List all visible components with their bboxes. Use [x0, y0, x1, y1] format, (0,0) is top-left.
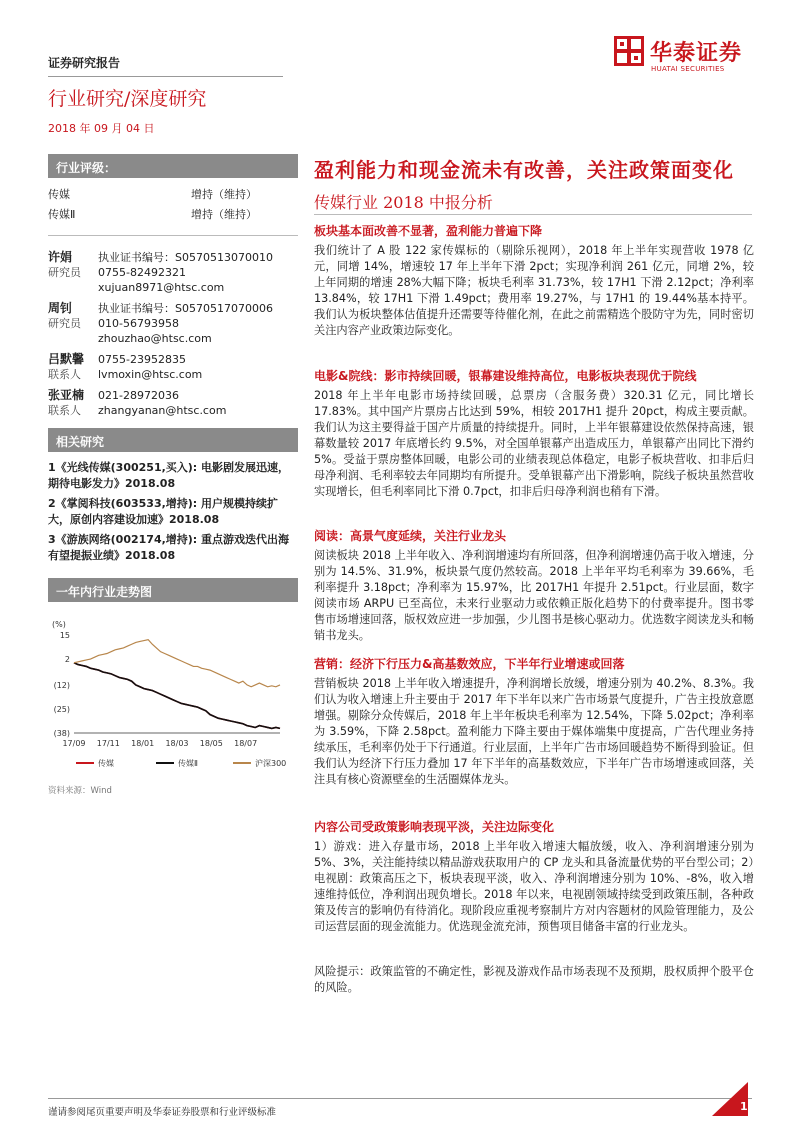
y-tick-label: 15	[59, 631, 70, 640]
rating-value: 增持（维持）	[191, 188, 257, 201]
huatai-logo	[614, 36, 754, 84]
logo-text-cn: 华泰证券	[650, 41, 743, 66]
analyst-role: 联系人	[48, 404, 81, 417]
rating-value: 增持（维持）	[191, 208, 257, 221]
section-heading: 阅读：高景气度延续，关注行业龙头	[314, 529, 507, 543]
report-type: 证券研究报告	[48, 56, 121, 70]
logo-mark-icon	[614, 36, 644, 66]
analyst-role: 研究员	[48, 266, 81, 279]
section-heading: 营销：经济下行压力&高基数效应，下半年行业增速或回落	[314, 657, 625, 671]
analyst-name: 吕默馨	[48, 352, 85, 366]
rating-name: 传媒Ⅱ	[48, 208, 76, 221]
analyst-line: 执业证书编号：S0570517070006	[98, 302, 273, 315]
x-tick-label: 17/11	[96, 739, 120, 748]
chart-source: 资料来源：Wind	[48, 786, 112, 796]
analyst-line: 021-28972036	[98, 389, 179, 402]
analyst-card	[48, 250, 298, 295]
page-number: 1	[740, 1100, 748, 1113]
section-marketing	[314, 655, 754, 788]
rating-row	[48, 205, 298, 225]
section-body: 1）游戏：进入存量市场，2018 上半年收入增速大幅放缓，收入、净利润增速分别为 5%、3%，关注能持续以精品游戏获取用户的 CP 龙头和具备流量优势的平台型公司；2）电视剧：政策高压之下，板块表现平淡，收入、净利润增速分别为 10%、-8%，收入增速维持低位，净利润出现负增长。2018 年以来，电视剧领域持续受到政策压制，各种政策及传言的影响仍有待消化。现阶段应重视考察制片方对内容题材的风险管理能力，及公司运营层面的现金流能力。优选现金流充沛，预售项目储备丰富的行业龙头。	[314, 840, 754, 933]
header-divider	[48, 76, 283, 77]
section-heading: 内容公司受政策影响表现平淡，关注边际变化	[314, 820, 555, 834]
analyst-line: 0755-82492321	[98, 266, 186, 279]
x-tick-label: 18/03	[165, 739, 189, 748]
section-heading: 电影&院线：影市持续回暖，银幕建设维持高位，电影板块表现优于院线	[314, 369, 697, 383]
series-line-2	[74, 640, 280, 687]
section-heading: 板块基本面改善不显著，盈利能力普遍下降	[314, 224, 543, 238]
rating-header: 行业评级：	[48, 154, 298, 178]
logo-text-en: HUATAI SECURITIES	[651, 65, 725, 73]
y-tick-label: (12)	[53, 680, 70, 690]
analyst-role: 联系人	[48, 368, 81, 381]
y-tick-label: (38)	[53, 729, 70, 738]
trend-block	[48, 578, 298, 602]
legend-label: 传媒Ⅱ	[178, 759, 198, 768]
risk-text: 风险提示：政策监管的不确定性，影视及游戏作品市场表现不及预期，股权质押个股平仓的风险。	[314, 965, 754, 994]
section-film	[314, 367, 754, 500]
rating-row	[48, 185, 298, 205]
section-industry	[314, 222, 754, 339]
analyst-email[interactable]: zhouzhao@htsc.com	[98, 332, 212, 345]
footer-disclaimer[interactable]: 谨请参阅尾页重要声明及华泰证券股票和行业评级标准	[48, 1107, 277, 1118]
trend-chart	[48, 605, 298, 784]
report-section: 行业研究/深度研究	[48, 88, 207, 110]
report-date: 2018 年 09 月 04 日	[48, 122, 155, 135]
analyst-line: 执业证书编号：S0570513070010	[98, 251, 273, 264]
analyst-name: 张亚楠	[48, 388, 85, 402]
section-body: 2018 年上半年电影市场持续回暖，总票房（含服务费）320.31 亿元，同比增长 17.83%。其中国产片票房占比达到 59%，相较 2017H1 提升 20pct，构成主要贡献。我们认为这主要得益于国产片质量的持续提升。同时，上半年银幕建设依然保持高速，银幕数量较 2017 年底增长约 9.5%，对全国单银幕产出造成压力，单银幕产出同比下滑约 5%。受益于票房整体回暖，电影公司的业绩表现总体稳定，电影子板块营收、扣非后归母净利润、毛利率较去年同期均有所提升。受单银幕产出下滑影响，院线子板块虽然营收实现增长，但毛利率同比下滑 0.7pct，扣非后归母净利润也稍有下滑。	[314, 389, 754, 498]
related-item[interactable]: 2《掌阅科技(603533,增持): 用户规模持续扩大，原创内容建设加速》2018.08	[48, 497, 279, 526]
analyst-list	[48, 250, 298, 418]
rating-block	[48, 154, 298, 236]
x-tick-label: 18/01	[131, 739, 155, 748]
section-body: 阅读板块 2018 上半年收入、净利润增速均有所回落，但净利润增速仍高于收入增速，分别为 14.5%、31.9%，板块景气度仍然较高。2018 上半年平均毛利率为 39.66%，毛利率提升 3.18pct；净利率为 15.97%，比 2017H1 年提升 2.51pct。行业层面，数字阅读市场 ARPU 已至高位，未来行业驱动力或依赖正版化趋势下的付费率提升。图书零售市场增速回落，版权效应进一步加强，少儿图书是核心驱动力。优选数字阅读龙头和畅销书龙头。	[314, 549, 754, 642]
y-axis-unit: (%)	[52, 620, 66, 629]
analyst-email[interactable]: zhangyanan@htsc.com	[98, 404, 227, 417]
report-subtitle: 传媒行业 2018 中报分析	[314, 193, 493, 212]
x-tick-label: 18/05	[199, 739, 223, 748]
legend-label: 传媒	[98, 759, 114, 768]
analyst-line: 010-56793958	[98, 317, 179, 330]
analyst-role: 研究员	[48, 317, 81, 330]
title-divider	[314, 214, 752, 215]
section-body: 营销板块 2018 上半年收入增速提升，净利润增长放缓，增速分别为 40.2%、8.3%。我们认为收入增速上升主要由于 2017 年下半年以来广告市场景气度提升，广告主投放意愿增强。剔除分众传媒后，2018 年上半年板块毛利率为 12.54%，下降 5.02pct；净利率为 3.59%，下降 2.58pct。盈利能力下降主要由于媒体端集中度提高，广告代理业务持续承压，毛利率仍处于下行通道。行业层面，上半年广告市场回暖趋势不断得到验证。但我们认为经济下行压力叠加 17 年下半年的高基数效应，下半年广告市场增速或回落，关注具有核心资源壁垒的生活圈媒体龙头。	[314, 677, 754, 786]
section-reading	[314, 527, 754, 644]
trend-header: 一年内行业走势图	[48, 578, 298, 602]
analyst-email[interactable]: xujuan8971@htsc.com	[98, 281, 225, 294]
trend-chart-svg	[48, 605, 298, 780]
footer-divider	[48, 1098, 752, 1099]
analyst-line: 0755-23952835	[98, 353, 186, 366]
analyst-email[interactable]: lvmoxin@htsc.com	[98, 368, 203, 381]
section-body: 我们统计了 A 股 122 家传媒标的（剔除乐视网），2018 年上半年实现营收 1978 亿元，同增 14%，增速较 17 年上半年下滑 2pct；实现净利润 261 亿元，同增 2%，较上年同期的增速 28%大幅下降；板块毛利率 31.73%，较 17H1 下滑 2.12pct；净利率 13.84%，较 17H1 下滑 1.49pct；费用率 19.27%，与 17H1 的 19.44%基本持平。我们认为板块整体估值提升还需要等待催化剂，在此之前需精选个股防守为先，同时密切关注内容产业政策边际变化。	[314, 244, 754, 337]
section-content	[314, 818, 754, 935]
analyst-name: 许娟	[48, 250, 73, 264]
analyst-card	[48, 301, 298, 346]
report-title: 盈利能力和现金流未有改善，关注政策面变化	[314, 158, 734, 182]
legend-label: 沪深300	[255, 759, 287, 768]
x-tick-label: 17/09	[62, 739, 86, 748]
related-research	[48, 428, 298, 568]
related-item[interactable]: 1《光线传媒(300251,买入): 电影剧发展迅速，期待电影发力》2018.08	[48, 461, 290, 490]
x-tick-label: 18/07	[234, 739, 258, 748]
y-tick-label: (25)	[53, 704, 70, 714]
analyst-card	[48, 352, 298, 382]
related-item[interactable]: 3《游族网络(002174,增持): 重点游戏迭代出海有望提振业绩》2018.08	[48, 533, 290, 562]
analyst-name: 周钊	[48, 301, 73, 315]
series-line-1	[74, 663, 280, 729]
analyst-card	[48, 388, 298, 418]
y-tick-label: 2	[64, 655, 70, 665]
rating-name: 传媒	[48, 188, 70, 201]
related-header: 相关研究	[48, 428, 298, 452]
risk-note	[314, 964, 754, 996]
